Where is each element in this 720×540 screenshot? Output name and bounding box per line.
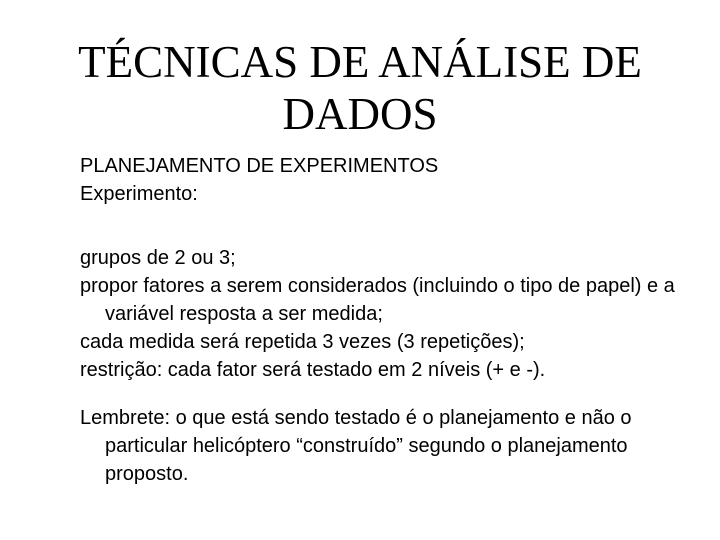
reminder-paragraph	[80, 404, 700, 488]
list-item: propor fatores a serem considerados (incluindo o tipo de papel) e a variável resposta a ser medida;	[80, 275, 675, 325]
experimento-label: Experimento	[80, 183, 193, 205]
experiment-items-list	[80, 244, 700, 384]
reminder-label: Lembrete	[80, 407, 165, 429]
experimento-line	[80, 180, 700, 208]
list-item: cada medida será repetida 3 vezes (3 repetições);	[80, 331, 525, 353]
reminder-text: : o que está sendo testado é o planejamento e não o particular helicóptero “construído” segundo o planejamento proposto.	[105, 407, 632, 485]
title-line-1: TÉCNICAS DE ANÁLISE DE	[78, 37, 642, 87]
slide-body	[80, 152, 700, 488]
list-item: restrição: cada fator será testado em 2 níveis (+ e -).	[80, 359, 546, 381]
slide-title	[40, 36, 680, 140]
section-heading: PLANEJAMENTO DE EXPERIMENTOS	[80, 155, 439, 177]
list-item: grupos de 2 ou 3;	[80, 247, 236, 269]
experimento-suffix: :	[192, 183, 198, 205]
title-line-2: DADOS	[282, 89, 438, 139]
